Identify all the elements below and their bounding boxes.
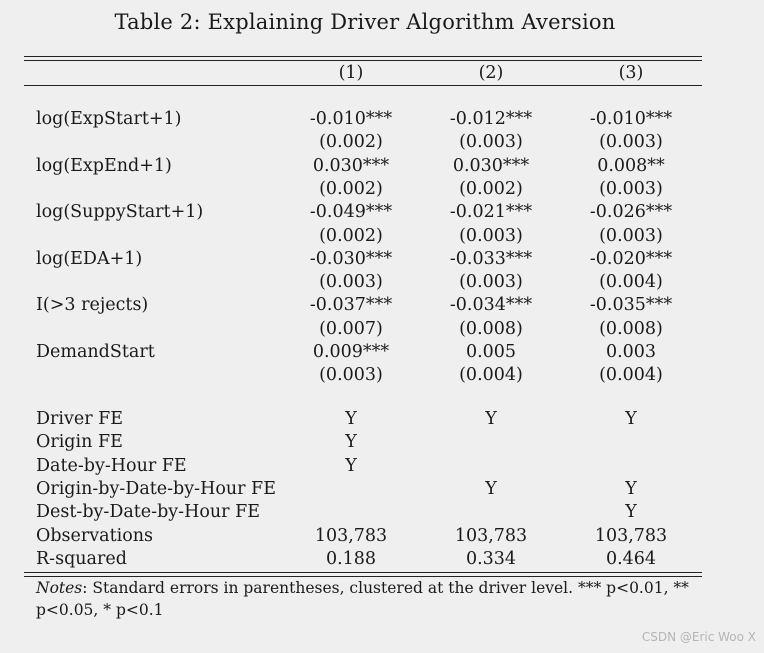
column-header-row xyxy=(0,62,764,84)
table-cell: (0.003) xyxy=(319,272,383,293)
header-rule xyxy=(24,85,702,86)
table-cell: -0.049*** xyxy=(309,202,393,223)
standard-error-row xyxy=(0,225,764,247)
coefficient-row xyxy=(0,155,764,177)
table-cell: (0.003) xyxy=(599,225,663,246)
table-cell: (0.003) xyxy=(459,132,523,153)
table-cell: 0.008** xyxy=(597,155,665,176)
fixed-effect-row xyxy=(0,408,764,430)
fixed-effect-row xyxy=(0,431,764,453)
table-cell: (0.002) xyxy=(319,132,383,153)
table-cell: -0.010*** xyxy=(589,109,673,129)
table-cell: -0.010*** xyxy=(309,109,393,129)
statistic-row xyxy=(0,525,764,547)
table-cell: (0.008) xyxy=(459,318,523,339)
row-label: log(EDA+1) xyxy=(36,248,143,269)
notes-label: Notes xyxy=(36,579,83,597)
table-cell: 0.030*** xyxy=(452,155,530,176)
table-cell: 0.464 xyxy=(605,548,657,569)
table-cell: Y xyxy=(485,478,497,499)
table-cell: -0.020*** xyxy=(589,248,673,269)
table-cell: 0.334 xyxy=(465,548,517,569)
table-cell: -0.012*** xyxy=(449,109,533,129)
row-label: Driver FE xyxy=(36,409,124,429)
table-cell: Y xyxy=(345,455,357,476)
row-label: log(ExpEnd+1) xyxy=(36,155,172,176)
table-cell: Y xyxy=(625,478,637,499)
coefficient-row xyxy=(0,108,764,130)
column-header: (2) xyxy=(478,63,504,83)
notes-text: : Standard errors in parentheses, clustered at the driver level. *** p<0.01, ** p<0.05, * p<0.1 xyxy=(36,579,689,619)
table-title: Table 2: Explaining Driver Algorithm Aversion xyxy=(114,10,616,34)
table-cell: Y xyxy=(345,409,357,429)
table-cell: (0.004) xyxy=(599,365,663,386)
table-cell: (0.008) xyxy=(599,318,663,339)
table-cell: (0.007) xyxy=(319,318,383,339)
table-cell: -0.021*** xyxy=(449,202,533,223)
column-header: (3) xyxy=(618,63,644,83)
table-cell: (0.003) xyxy=(459,225,523,246)
statistic-row xyxy=(0,548,764,570)
table-cell: (0.002) xyxy=(459,178,523,199)
table-cell: 103,783 xyxy=(314,525,388,546)
column-header: (1) xyxy=(338,63,364,83)
table-cell: 0.188 xyxy=(325,548,377,569)
row-label: R-squared xyxy=(36,548,127,569)
row-label: I(>3 rejects) xyxy=(36,295,149,316)
table-notes xyxy=(36,577,716,621)
table-cell: -0.026*** xyxy=(589,202,673,223)
table-cell: -0.030*** xyxy=(309,248,393,269)
table-cell: (0.004) xyxy=(459,365,523,386)
table-cell: Y xyxy=(345,432,357,453)
standard-error-row xyxy=(0,271,764,293)
fixed-effect-row xyxy=(0,455,764,477)
coefficient-row xyxy=(0,248,764,270)
table-cell: (0.004) xyxy=(599,272,663,293)
row-label: log(SuppyStart+1) xyxy=(36,202,204,223)
table-cell: 0.003 xyxy=(605,342,657,362)
row-label: Origin FE xyxy=(36,432,123,453)
table-cell: -0.034*** xyxy=(449,295,533,316)
table-cell: (0.003) xyxy=(599,132,663,153)
top-rule xyxy=(24,56,702,57)
row-label: DemandStart xyxy=(36,342,155,362)
standard-error-row xyxy=(0,131,764,153)
coefficient-row xyxy=(0,341,764,363)
table-cell: (0.003) xyxy=(319,365,383,386)
table-cell: -0.035*** xyxy=(589,295,673,316)
coefficient-row xyxy=(0,294,764,316)
table-cell: -0.037*** xyxy=(309,295,393,316)
watermark: CSDN @Eric Woo X xyxy=(641,630,756,644)
fixed-effect-row xyxy=(0,478,764,500)
top-rule-second xyxy=(24,60,702,61)
row-label: Date-by-Hour FE xyxy=(36,455,187,476)
standard-error-row xyxy=(0,178,764,200)
table-cell: 103,783 xyxy=(454,525,528,546)
row-label: Observations xyxy=(36,525,153,546)
standard-error-row xyxy=(0,364,764,386)
table-cell: Y xyxy=(625,502,637,523)
row-label: Origin-by-Date-by-Hour FE xyxy=(36,478,276,499)
table-cell: (0.003) xyxy=(599,178,663,199)
standard-error-row xyxy=(0,318,764,340)
table-cell: (0.003) xyxy=(459,272,523,293)
table-cell: 0.009*** xyxy=(312,342,390,362)
table-cell: (0.002) xyxy=(319,178,383,199)
coefficient-row xyxy=(0,201,764,223)
fixed-effect-row xyxy=(0,501,764,523)
table-cell: -0.033*** xyxy=(449,248,533,269)
table-cell: Y xyxy=(485,409,497,429)
table-cell: (0.002) xyxy=(319,225,383,246)
row-label: Dest-by-Date-by-Hour FE xyxy=(36,502,260,523)
table-cell: 0.005 xyxy=(465,342,517,362)
row-label: log(ExpStart+1) xyxy=(36,109,182,129)
table-cell: Y xyxy=(625,409,637,429)
table-cell: 103,783 xyxy=(594,525,668,546)
bottom-rule xyxy=(24,572,702,573)
table-cell: 0.030*** xyxy=(312,155,390,176)
